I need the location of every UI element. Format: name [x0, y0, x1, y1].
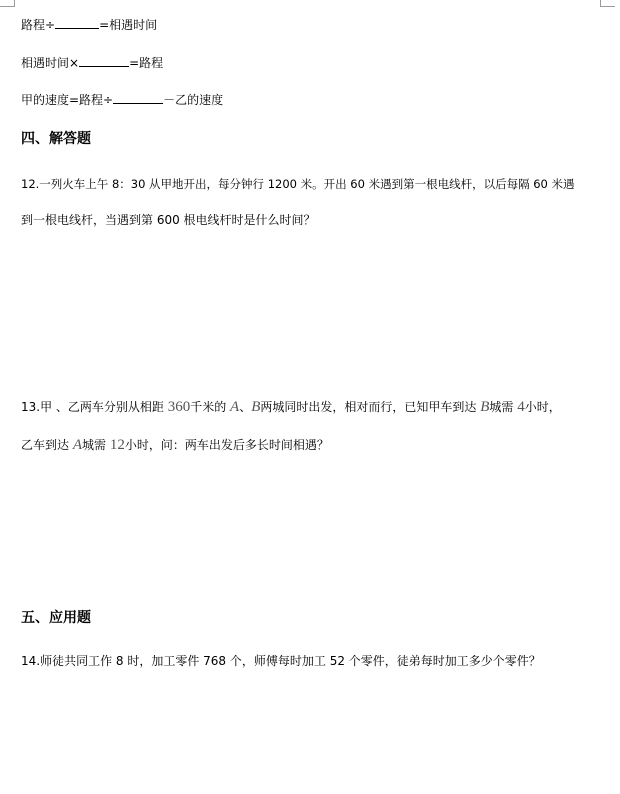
q13-text-6: 小时， — [524, 400, 561, 414]
formula-line-3 — [21, 92, 223, 108]
formula-3-suffix: －乙的速度 — [163, 93, 224, 107]
q13-text-1: 13.甲 、乙两车分别从相距 — [21, 400, 168, 414]
q13-text-2: 千米的 — [190, 400, 231, 414]
q13-city-a: A — [230, 399, 240, 415]
q13-text-5: 城需 — [489, 400, 518, 414]
q13-hours-b: 12 — [109, 437, 125, 453]
q13-text-3: 、 — [239, 400, 252, 414]
question-13-line-2 — [21, 437, 329, 453]
formula-2-suffix: =路程 — [129, 56, 164, 70]
formula-2-blank[interactable] — [79, 55, 129, 67]
crop-mark-left — [0, 0, 15, 7]
formula-1-blank[interactable] — [55, 17, 99, 29]
section-5-title: 五、应用题 — [21, 610, 91, 626]
question-12-line-1: 12.一列火车上午 8：30 从甲地开出，每分钟行 1200 米。开出 60 米遇到第一根电线杆，以后每隔 60 米遇 — [21, 177, 575, 191]
q13-text-7: 乙车到达 — [21, 438, 73, 452]
q13-text-4: 两城同时出发，相对而行，已知甲车到达 — [260, 400, 481, 414]
q13-city-a-2: A — [72, 437, 82, 453]
crop-mark-right — [600, 0, 615, 7]
q13-city-b-2: B — [480, 399, 490, 415]
formula-1-prefix: 路程÷ — [21, 18, 56, 32]
formula-3-prefix: 甲的速度=路程÷ — [21, 93, 114, 107]
formula-line-1 — [21, 17, 157, 33]
formula-2-prefix: 相遇时间× — [21, 56, 80, 70]
q13-hours-a: 4 — [517, 399, 525, 415]
q13-distance: 360 — [167, 399, 191, 415]
question-12-line-2: 到一根电线杆，当遇到第 600 根电线杆时是什么时间？ — [21, 213, 316, 227]
q13-text-9: 小时，问：两车出发后多长时间相遇？ — [124, 438, 329, 452]
section-4-title: 四、解答题 — [21, 131, 91, 147]
q13-text-8: 城需 — [82, 438, 110, 452]
formula-1-suffix: =相遇时间 — [99, 18, 158, 32]
question-14: 14.师徒共同工作 8 时，加工零件 768 个，师傅每时加工 52 个零件，徒弟每时加工多少个零件？ — [21, 654, 541, 668]
q13-city-b: B — [251, 399, 261, 415]
question-13-line-1 — [21, 399, 561, 415]
formula-line-2 — [21, 55, 163, 71]
formula-3-blank[interactable] — [113, 92, 163, 104]
